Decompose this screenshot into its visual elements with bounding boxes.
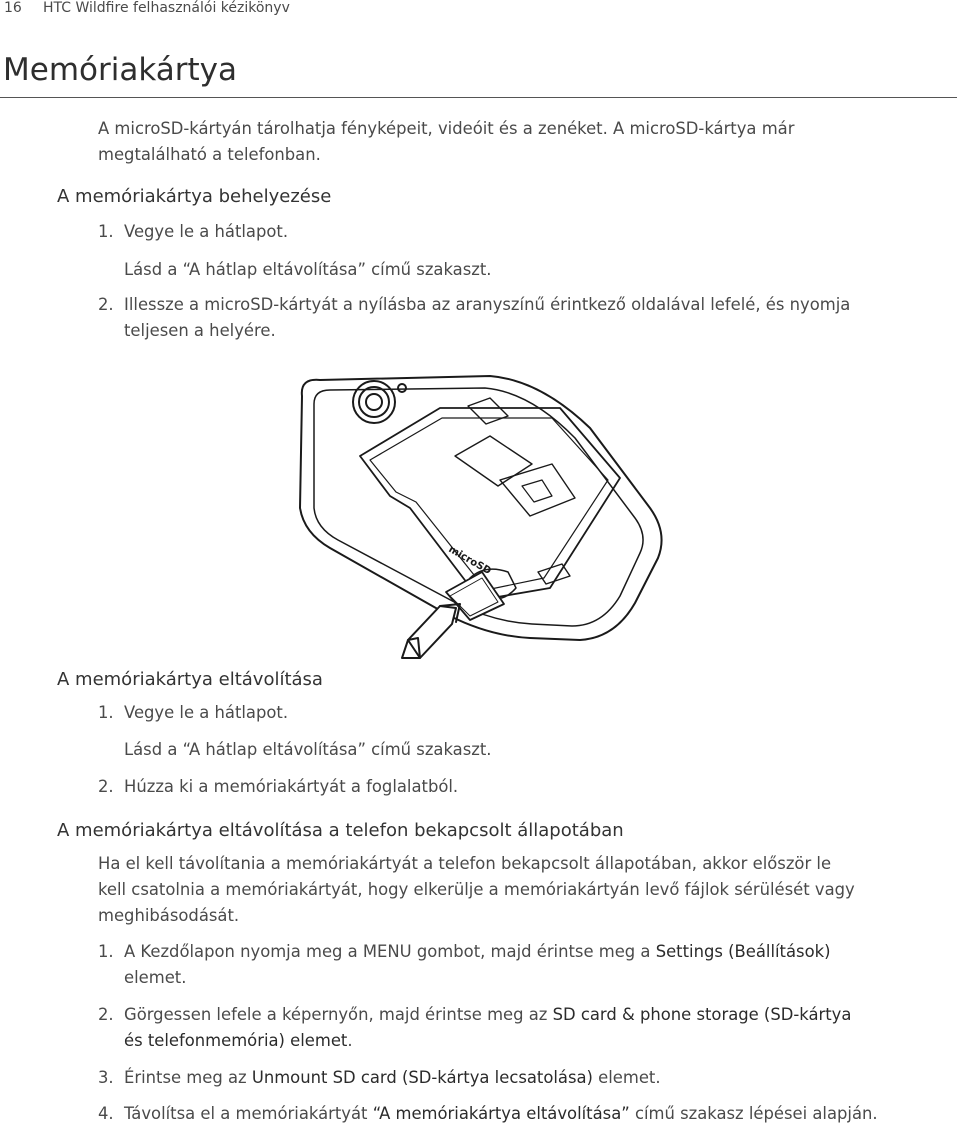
step-text: Érintse meg az (124, 1068, 252, 1087)
chapter-title: Memóriakártya (3, 52, 237, 88)
intro-line-1: A microSD-kártyán tárolhatja fényképeit, videóit és a zenéket. A microSD-kártya már (98, 119, 795, 138)
remove-on-step-1-cont: elemet. (124, 968, 187, 987)
step-number: 2. (98, 777, 114, 796)
title-rule (0, 97, 957, 98)
section-reference: “A memóriakártya eltávolítása” (372, 1104, 630, 1123)
sd-storage-menu-label: SD card & phone storage (SD-kártya (552, 1005, 852, 1024)
sd-storage-menu-label-cont: és telefonmemória) elemet (124, 1031, 348, 1050)
insert-step-1 (98, 222, 288, 241)
remove-on-para-line-1: Ha el kell távolítania a memóriakártyát a telefon bekapcsolt állapotában, akkor először le (98, 854, 832, 873)
step-text: A Kezdőlapon nyomja meg a MENU gombot, majd érintse meg a (124, 942, 656, 961)
remove-on-step-1 (98, 942, 830, 961)
remove-on-step-2-cont (124, 1031, 353, 1050)
step-text: . (347, 1031, 353, 1050)
step-text: elemet. (592, 1068, 661, 1087)
step-text: Vegye le a hátlapot. (124, 703, 289, 722)
step-number: 2. (98, 295, 114, 314)
step-text: Illessze a microSD-kártyát a nyílásba az aranyszínű érintkező oldalával lefelé, és nyomja (124, 295, 851, 314)
remove-heading: A memóriakártya eltávolítása (57, 669, 323, 690)
microsd-label: microSD (446, 544, 493, 578)
insert-step-2-cont: teljesen a helyére. (124, 321, 276, 340)
remove-on-step-3 (98, 1068, 661, 1087)
insert-step-2 (98, 295, 850, 314)
step-text: Húzza ki a memóriakártyát a foglalatból. (124, 777, 459, 796)
step-text: Távolítsa el a memóriakártyát (124, 1104, 373, 1123)
remove-on-heading: A memóriakártya eltávolítása a telefon bekapcsolt állapotában (57, 820, 624, 841)
step-text: Görgessen lefele a képernyőn, majd érintse meg az (124, 1005, 553, 1024)
document-title: HTC Wildfire felhasználói kézikönyv (43, 0, 290, 16)
remove-on-para-line-2: kell csatolnia a memóriakártyát, hogy elkerülje a memóriakártyán levő fájlok sérülését vagy (98, 880, 855, 899)
step-text: Vegye le a hátlapot. (124, 222, 289, 241)
page-number: 16 (4, 0, 22, 16)
remove-step-1 (98, 703, 288, 722)
phone-back-microsd-slot-illustration (290, 368, 670, 660)
remove-step-1-note: Lásd a “A hátlap eltávolítása” című szakaszt. (124, 740, 492, 759)
intro-line-2: megtalálható a telefonban. (98, 145, 321, 164)
insert-step-1-note: Lásd a “A hátlap eltávolítása” című szakaszt. (124, 260, 492, 279)
step-number: 1. (98, 703, 114, 722)
step-number: 2. (98, 1005, 114, 1024)
step-text: című szakasz lépései alapján. (629, 1104, 878, 1123)
step-number: 4. (98, 1104, 114, 1123)
remove-step-2 (98, 777, 458, 796)
step-number: 3. (98, 1068, 114, 1087)
settings-menu-label: Settings (Beállítások) (655, 942, 831, 961)
insert-heading: A memóriakártya behelyezése (57, 186, 332, 207)
remove-on-step-4 (98, 1104, 878, 1123)
remove-on-step-2 (98, 1005, 851, 1024)
unmount-menu-label: Unmount SD card (SD-kártya lecsatolása) (251, 1068, 593, 1087)
remove-on-para-line-3: meghibásodását. (98, 906, 240, 925)
step-number: 1. (98, 942, 114, 961)
step-number: 1. (98, 222, 114, 241)
